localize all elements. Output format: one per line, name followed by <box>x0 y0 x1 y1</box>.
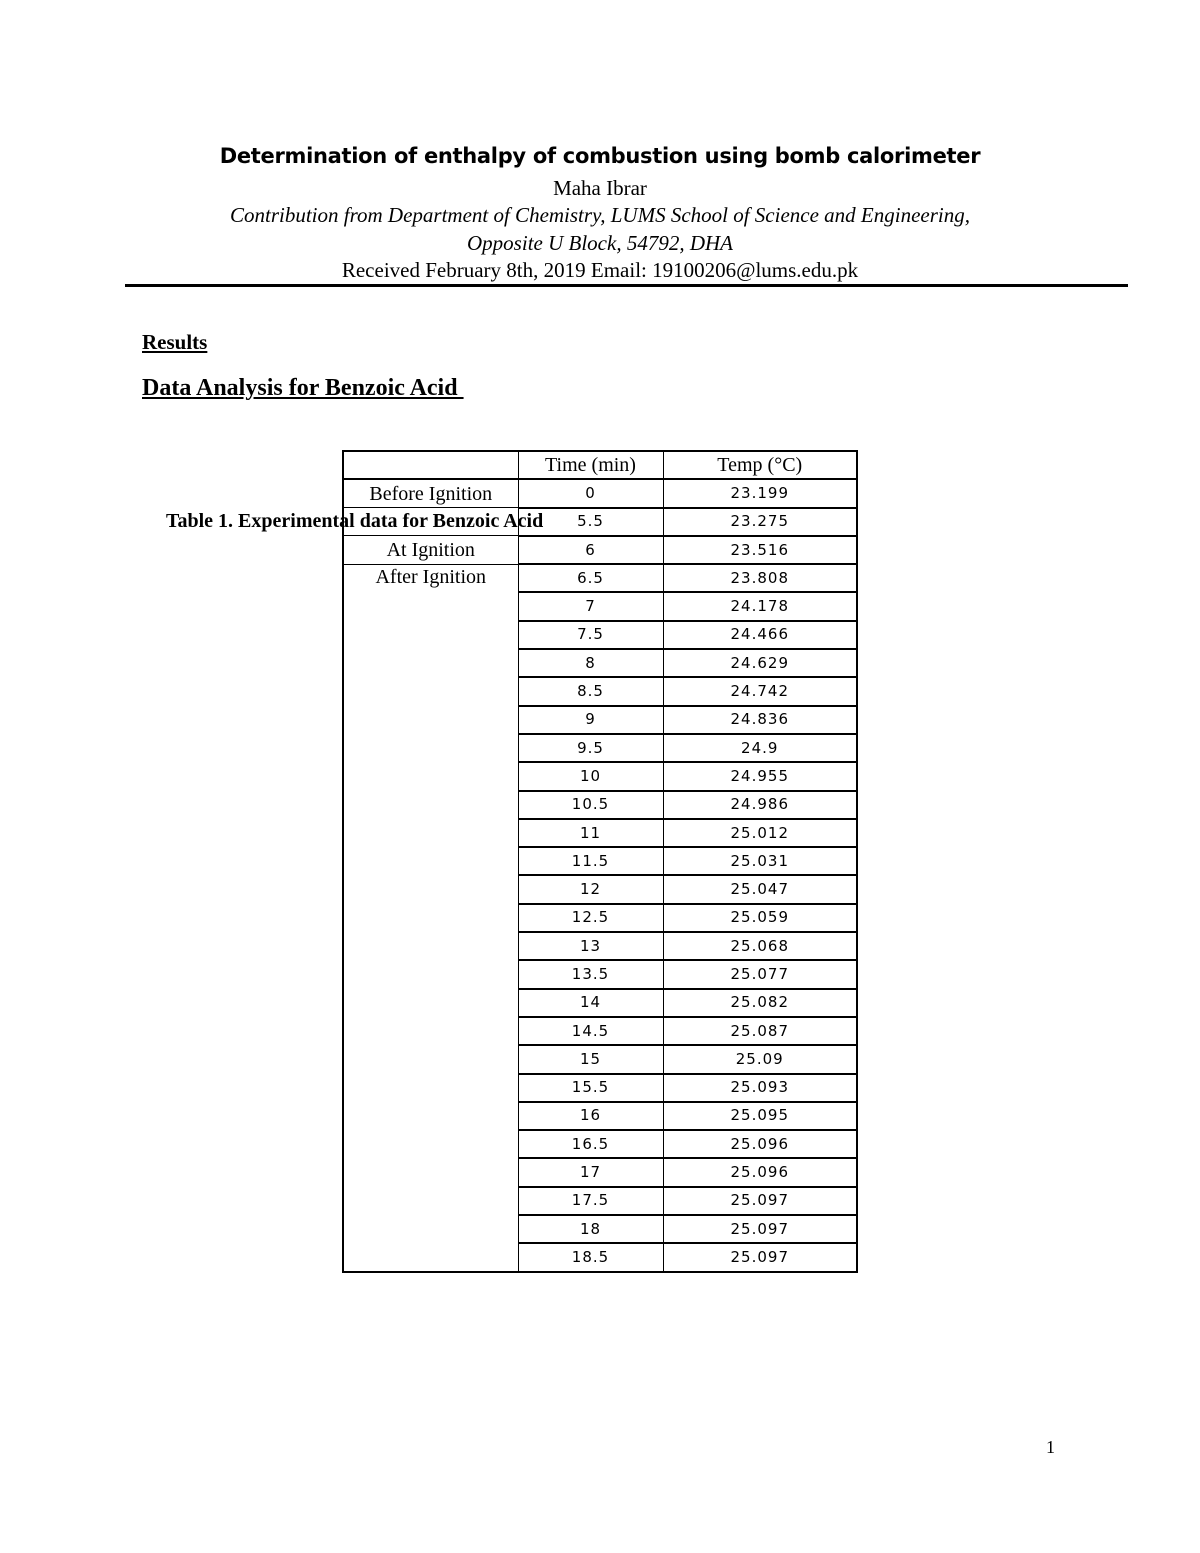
temp-cell: 23.275 <box>663 508 857 536</box>
header-time: Time (min) <box>518 451 663 479</box>
time-cell: 6 <box>518 536 663 564</box>
temp-cell: 25.096 <box>663 1158 857 1186</box>
time-cell: 10.5 <box>518 791 663 819</box>
time-cell: 16.5 <box>518 1130 663 1158</box>
time-cell: 9 <box>518 706 663 734</box>
header-phase <box>343 451 518 479</box>
temp-cell: 25.09 <box>663 1045 857 1073</box>
time-cell: 12.5 <box>518 904 663 932</box>
temp-cell: 25.068 <box>663 932 857 960</box>
page-number: 1 <box>1046 1437 1055 1457</box>
temp-cell: 23.199 <box>663 479 857 507</box>
table-body <box>343 479 857 1271</box>
data-table <box>342 450 858 1273</box>
temp-cell: 25.097 <box>663 1215 857 1243</box>
phase-at-ignition: At Ignition <box>343 536 518 564</box>
time-cell: 14 <box>518 989 663 1017</box>
time-cell: 15.5 <box>518 1074 663 1102</box>
affiliation-line-1: Contribution from Department of Chemistry, LUMS School of Science and Engineering, <box>230 203 970 227</box>
temp-cell: 24.836 <box>663 706 857 734</box>
temp-cell: 25.077 <box>663 960 857 988</box>
table-row <box>343 536 857 564</box>
temp-cell: 24.466 <box>663 621 857 649</box>
time-cell: 5.5 <box>518 508 663 536</box>
time-cell: 13.5 <box>518 960 663 988</box>
author-name: Maha Ibrar <box>553 176 647 200</box>
time-cell: 9.5 <box>518 734 663 762</box>
phase-after-ignition: After Ignition <box>343 564 518 1271</box>
temp-cell: 24.742 <box>663 677 857 705</box>
temp-cell: 25.096 <box>663 1130 857 1158</box>
received-and-email: Received February 8th, 2019 Email: 19100206@lums.edu.pk <box>341 258 859 282</box>
document-title: Determination of enthalpy of combustion using bomb calorimeter <box>219 144 981 168</box>
section-heading: Data Analysis for Benzoic Acid <box>142 375 464 401</box>
temp-cell: 25.031 <box>663 847 857 875</box>
header-temp: Temp (°C) <box>663 451 857 479</box>
table-caption: Table 1. Experimental data for Benzoic Acid <box>166 510 544 532</box>
temp-cell: 25.012 <box>663 819 857 847</box>
affiliation-line-2: Opposite U Block, 54792, DHA <box>467 231 733 255</box>
time-cell: 18.5 <box>518 1243 663 1271</box>
results-heading: Results <box>142 330 208 354</box>
time-cell: 15 <box>518 1045 663 1073</box>
time-cell: 17 <box>518 1158 663 1186</box>
temp-cell: 25.095 <box>663 1102 857 1130</box>
temp-cell: 24.955 <box>663 762 857 790</box>
temp-cell: 25.047 <box>663 875 857 903</box>
time-cell: 11 <box>518 819 663 847</box>
temp-cell: 24.9 <box>663 734 857 762</box>
time-cell: 16 <box>518 1102 663 1130</box>
temp-cell: 25.082 <box>663 989 857 1017</box>
time-cell: 7.5 <box>518 621 663 649</box>
table-row <box>343 479 857 507</box>
time-cell: 8 <box>518 649 663 677</box>
temp-cell: 24.178 <box>663 592 857 620</box>
time-cell: 7 <box>518 592 663 620</box>
time-cell: 0 <box>518 479 663 507</box>
phase-before-ignition: Before Ignition <box>343 479 518 507</box>
time-cell: 11.5 <box>518 847 663 875</box>
header-divider <box>125 284 1128 287</box>
temp-cell: 23.516 <box>663 536 857 564</box>
temp-cell: 25.097 <box>663 1243 857 1271</box>
temp-cell: 25.093 <box>663 1074 857 1102</box>
time-cell: 17.5 <box>518 1187 663 1215</box>
table-header-row <box>343 451 857 479</box>
temp-cell: 24.629 <box>663 649 857 677</box>
time-cell: 12 <box>518 875 663 903</box>
temp-cell: 25.059 <box>663 904 857 932</box>
time-cell: 13 <box>518 932 663 960</box>
temp-cell: 25.087 <box>663 1017 857 1045</box>
time-cell: 18 <box>518 1215 663 1243</box>
temp-cell: 24.986 <box>663 791 857 819</box>
time-cell: 6.5 <box>518 564 663 592</box>
time-cell: 10 <box>518 762 663 790</box>
table-row <box>343 564 857 592</box>
temp-cell: 25.097 <box>663 1187 857 1215</box>
time-cell: 14.5 <box>518 1017 663 1045</box>
temp-cell: 23.808 <box>663 564 857 592</box>
time-cell: 8.5 <box>518 677 663 705</box>
